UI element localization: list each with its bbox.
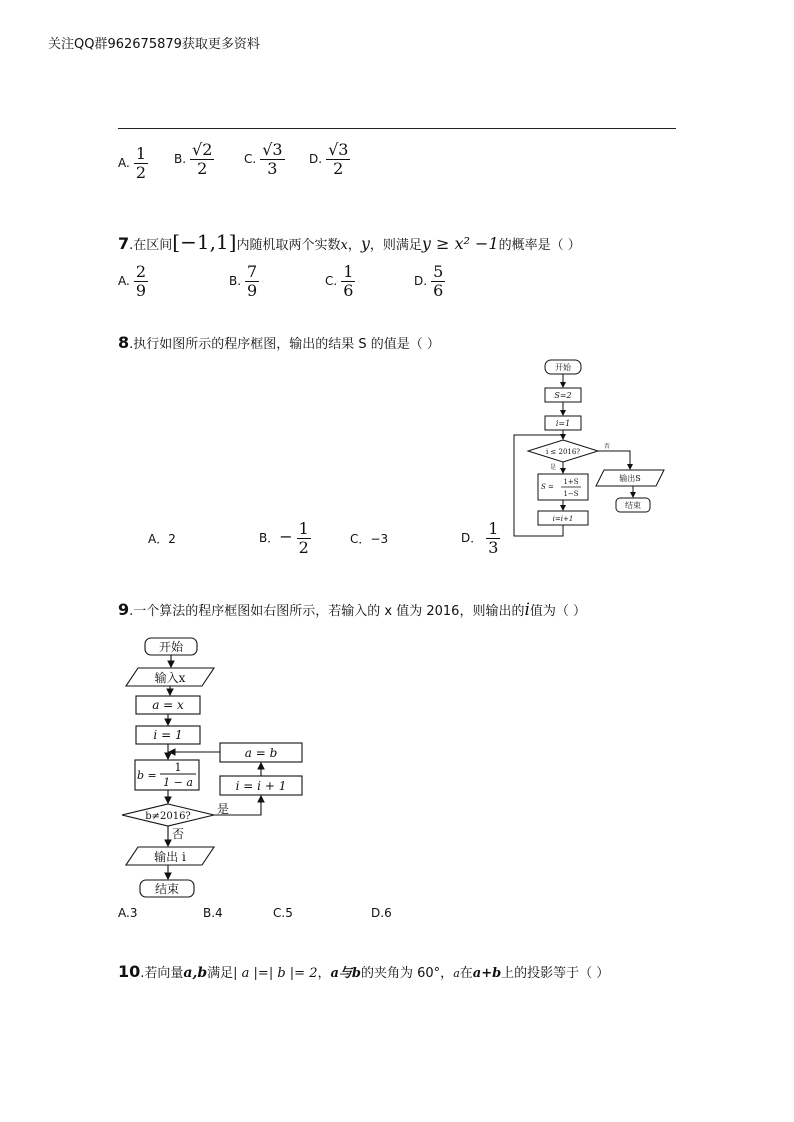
q9-start-label: 开始 (158, 640, 184, 654)
q9-no-label: 否 (172, 827, 185, 841)
q7-interval: [−1,1] (172, 230, 237, 254)
q8-end-label: 结束 (625, 501, 641, 510)
q10-stem: 10.若向量a,b满足| a |=| b |= 2，a与b的夹角为 60°，a在a+b上的投影等于（ ） (118, 962, 610, 981)
q6-option-b[interactable]: B. $\frac{√2}{2}$ (174, 140, 213, 178)
q8-s-num: 1+S (563, 478, 579, 486)
q8-inc-label: i=i+1 (552, 515, 574, 523)
q9-flowchart (118, 632, 318, 902)
q9-option-a[interactable]: A.3 (118, 906, 138, 920)
q6-option-c[interactable]: C. $\frac{√3}{3}$ (244, 140, 283, 178)
q6-option-a[interactable]: A. $\frac{1}{2}$ (118, 144, 146, 182)
q8-stem: 8.执行如图所示的程序框图，输出的结果 S 的值是（ ） (118, 333, 440, 352)
q7-stem: 7.在区间[−1,1]内随机取两个实数x，y，则满足y ≥ x² −1的概率是（ ） (118, 230, 581, 254)
header-rule (118, 128, 676, 129)
q6-option-d[interactable]: D. $\frac{√3}{2}$ (309, 140, 349, 178)
q7-formula: y ≥ x² −1 (421, 234, 499, 253)
q8-option-c[interactable]: C．−3 (350, 532, 389, 546)
q8-no-label: 否 (604, 443, 611, 450)
q9-assign-i-label: i = 1 (153, 728, 183, 742)
q7-option-d[interactable]: D. $\frac{5}{6}$ (414, 262, 444, 300)
q9-condition-label: b≠2016? (145, 811, 191, 822)
q9-option-d[interactable]: D.6 (371, 906, 392, 920)
q8-flowchart (508, 356, 678, 541)
q9-b-lhs: b = (137, 769, 157, 782)
q8-output-label: 输出S (619, 474, 641, 483)
q8-s-init-label: S=2 (554, 391, 572, 400)
q8-option-b[interactable]: B．− $\frac{1}{2}$ (259, 519, 309, 557)
q8-option-a[interactable]: A．2 (148, 532, 176, 546)
q8-yes-label: 是 (550, 464, 557, 471)
q9-b-den: 1 − a (163, 776, 193, 789)
q8-option-d[interactable]: D． $\frac{1}{3}$ (461, 519, 499, 557)
q7-option-c[interactable]: C. $\frac{1}{6}$ (325, 262, 354, 300)
q9-a-eq-b-label: a = b (244, 746, 278, 760)
q9-yes-label: 是 (217, 802, 230, 816)
q9-option-c[interactable]: C.5 (273, 906, 293, 920)
q8-condition-label: i ≤ 2016? (545, 448, 581, 456)
q7-option-a[interactable]: A. $\frac{2}{9}$ (118, 262, 146, 300)
q9-input-label: 输入x (154, 671, 186, 685)
q9-inc-label: i = i + 1 (235, 779, 287, 793)
q9-stem: 9.一个算法的程序框图如右图所示，若输入的 x 值为 2016，则输出的i值为（ ） (118, 600, 587, 620)
q7-option-b[interactable]: B. $\frac{7}{9}$ (229, 262, 258, 300)
q8-start-label: 开始 (555, 363, 571, 372)
q9-output-label: 输出 i (154, 850, 186, 864)
header-note: 关注QQ群962675879获取更多资料 (48, 37, 260, 52)
q8-s-den: 1−S (563, 490, 579, 498)
q9-assign-a-label: a = x (152, 698, 184, 712)
q9-option-b[interactable]: B.4 (203, 906, 223, 920)
q9-b-num: 1 (174, 761, 182, 774)
q9-end-label: 结束 (154, 882, 180, 896)
q8-i-init-label: i=1 (555, 419, 571, 428)
q8-s-lhs: S = (541, 483, 554, 491)
